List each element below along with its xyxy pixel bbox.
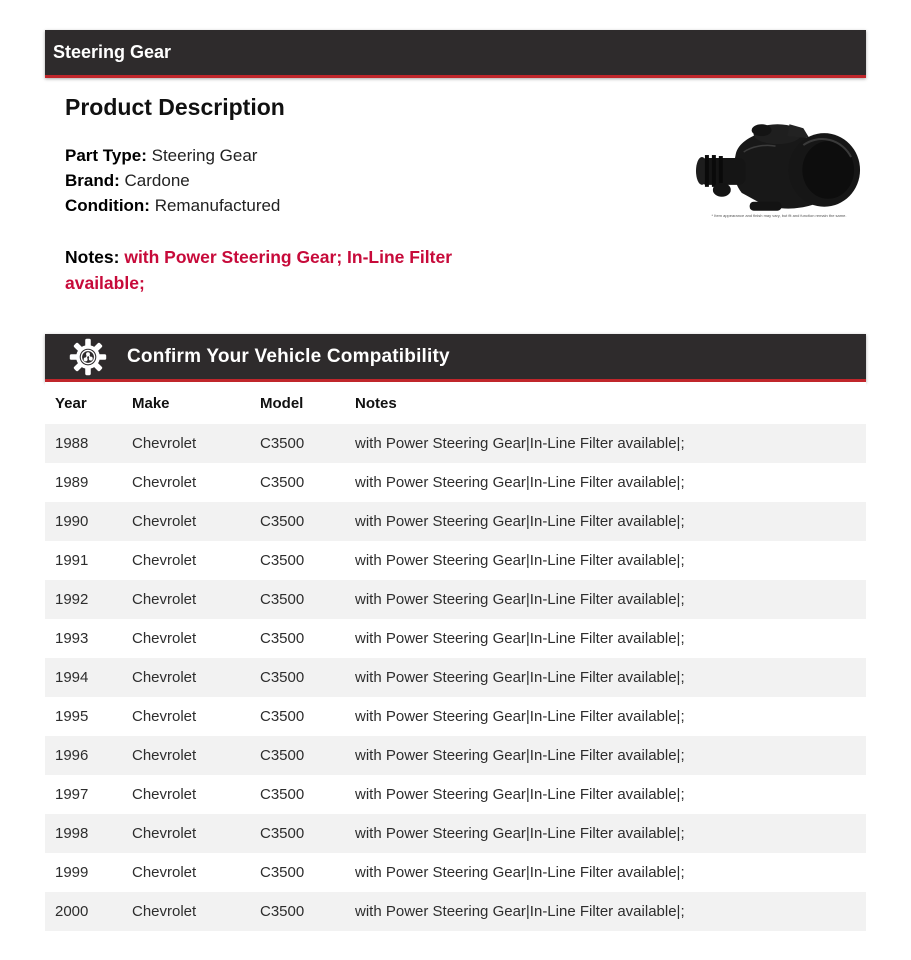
table-cell: C3500 [260,591,305,608]
table-cell: Chevrolet [132,708,197,725]
compatibility-table-body [45,424,866,931]
table-cell: Chevrolet [132,552,197,569]
detail-value: Steering Gear [151,146,258,165]
table-cell: 1991 [55,552,89,569]
table-cell: 1996 [55,747,89,764]
description-heading: Product Description [65,94,285,120]
column-header-make: Make [132,394,170,412]
detail-label: Brand: [65,171,120,190]
table-cell: with Power Steering Gear|In-Line Filter available|; [355,552,685,569]
column-header-notes: Notes [355,394,397,412]
table-cell: C3500 [260,903,305,920]
table-row [45,697,866,736]
table-cell: 1995 [55,708,89,725]
table-cell: Chevrolet [132,630,197,647]
table-cell: C3500 [260,552,305,569]
table-cell: Chevrolet [132,864,197,881]
compatibility-heading: Confirm Your Vehicle Compatibility [127,345,450,367]
product-description-section [45,94,866,296]
table-cell: 1994 [55,669,89,686]
table-cell: C3500 [260,864,305,881]
table-cell: C3500 [260,630,305,647]
column-header-model: Model [260,394,304,412]
table-cell: 1988 [55,435,89,452]
table-cell: Chevrolet [132,513,197,530]
gear-icon [69,338,107,376]
table-row [45,658,866,697]
table-row [45,541,866,580]
table-row [45,463,866,502]
table-cell: C3500 [260,513,305,530]
table-cell: 1990 [55,513,89,530]
table-row [45,502,866,541]
notes-label: Notes: [65,247,120,267]
table-cell: C3500 [260,825,305,842]
product-notes [65,244,457,296]
page-title: Steering Gear [53,42,172,62]
table-cell: C3500 [260,435,305,452]
table-cell: C3500 [260,786,305,803]
steering-gearbox-illustration [692,112,866,212]
table-row [45,814,866,853]
table-cell: 1997 [55,786,89,803]
table-cell: C3500 [260,474,305,491]
table-cell: with Power Steering Gear|In-Line Filter available|; [355,630,685,647]
table-cell: 2000 [55,903,89,920]
table-row [45,775,866,814]
table-cell: Chevrolet [132,669,197,686]
table-cell: with Power Steering Gear|In-Line Filter available|; [355,903,685,920]
table-cell: with Power Steering Gear|In-Line Filter available|; [355,786,685,803]
compatibility-header [45,334,866,382]
detail-label: Part Type: [65,146,147,165]
table-row [45,736,866,775]
table-cell: Chevrolet [132,747,197,764]
table-cell: Chevrolet [132,786,197,803]
table-row [45,853,866,892]
table-row [45,424,866,463]
table-cell: 1999 [55,864,89,881]
table-cell: 1998 [55,825,89,842]
table-cell: 1992 [55,591,89,608]
detail-label: Condition: [65,196,150,215]
table-cell: with Power Steering Gear|In-Line Filter available|; [355,513,685,530]
table-cell: with Power Steering Gear|In-Line Filter available|; [355,591,685,608]
content-area [45,30,866,931]
table-cell: Chevrolet [132,903,197,920]
table-cell: with Power Steering Gear|In-Line Filter available|; [355,825,685,842]
detail-value: Remanufactured [154,196,281,215]
table-cell: Chevrolet [132,591,197,608]
notes-value: with Power Steering Gear; In-Line Filter available; [65,247,453,293]
table-cell: 1993 [55,630,89,647]
table-cell: C3500 [260,747,305,764]
compatibility-table [45,382,866,931]
column-header-year: Year [55,394,87,412]
table-cell: Chevrolet [132,825,197,842]
product-image-caption: * Item appearance and finish may vary, but fit and function remain the same. [711,213,847,218]
table-cell: Chevrolet [132,474,197,491]
table-header-row [45,382,866,424]
table-cell: Chevrolet [132,435,197,452]
table-cell: with Power Steering Gear|In-Line Filter available|; [355,864,685,881]
product-image [692,112,866,218]
table-row [45,892,866,931]
table-cell: with Power Steering Gear|In-Line Filter available|; [355,669,685,686]
table-cell: C3500 [260,669,305,686]
table-cell: 1989 [55,474,89,491]
title-bar [45,30,866,78]
table-cell: C3500 [260,708,305,725]
detail-value: Cardone [124,171,190,190]
table-cell: with Power Steering Gear|In-Line Filter available|; [355,747,685,764]
table-cell: with Power Steering Gear|In-Line Filter available|; [355,708,685,725]
table-cell: with Power Steering Gear|In-Line Filter available|; [355,474,685,491]
table-row [45,619,866,658]
table-row [45,580,866,619]
table-cell: with Power Steering Gear|In-Line Filter available|; [355,435,685,452]
